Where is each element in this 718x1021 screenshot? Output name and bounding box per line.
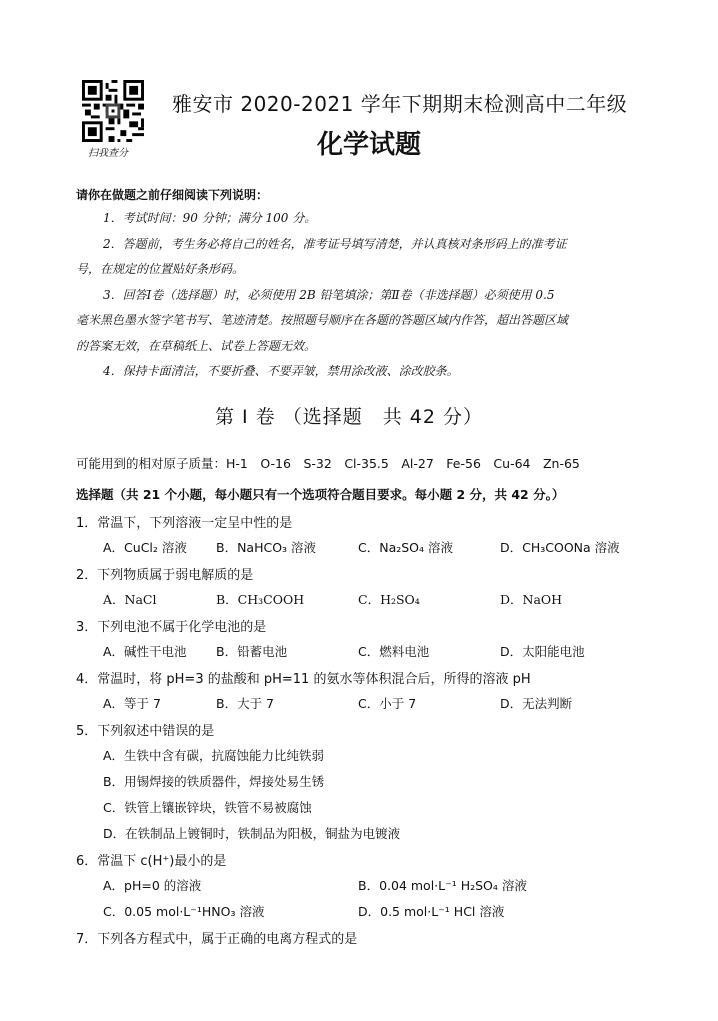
section-title: 第 Ⅰ 卷 （选择题 共 42 分） — [215, 406, 483, 428]
question-1-stem: 1．常温下，下列溶液一定呈中性的是 — [76, 516, 293, 531]
instruction-2-cont: 号，在规定的位置贴好条形码。 — [76, 262, 245, 276]
q1-option-d: D．CH₃COONa 溶液 — [500, 540, 620, 555]
question-4-stem: 4．常温时，将 pH=3 的盐酸和 pH=11 的氨水等体积混合后，所得的溶液 pH — [76, 672, 531, 687]
atomic-masses: 可能用到的相对原子质量：H-1 O-16 S-32 Cl-35.5 Al-27 Fe-56 Cu-64 Zn-65 — [76, 456, 580, 471]
qr-caption: 扫我查分 — [88, 148, 128, 159]
instruction-4: 4．保持卡面清洁，不要折叠、不要弄皱，禁用涂改液、涂改胶条。 — [103, 364, 459, 378]
q4-option-a: A．等于 7 — [103, 696, 161, 711]
q1-option-b: B．NaHCO₃ 溶液 — [216, 540, 317, 555]
q3-option-d: D．太阳能电池 — [500, 644, 585, 659]
q3-option-c: C．燃料电池 — [358, 644, 430, 659]
question-2-stem: 2．下列物质属于弱电解质的是 — [76, 568, 254, 583]
q5-option-c: C．铁管上镶嵌锌块，铁管不易被腐蚀 — [103, 800, 312, 815]
instruction-1: 1．考试时间：90 分钟；满分 100 分。 — [103, 211, 317, 225]
q6-option-b: B．0.04 mol·L⁻¹ H₂SO₄ 溶液 — [358, 878, 527, 893]
instruction-3: 3．回答Ⅰ卷（选择题）时，必须使用 2B 铅笔填涂；第Ⅱ卷（非选择题）必须使用 0.5 — [103, 288, 555, 302]
q6-option-c: C．0.05 mol·L⁻¹HNO₃ 溶液 — [103, 904, 265, 919]
q2-option-c: C．H₂SO₄ — [358, 592, 420, 607]
q4-option-b: B．大于 7 — [216, 696, 275, 711]
q3-option-a: A．碱性干电池 — [103, 644, 187, 659]
qr-code — [82, 80, 144, 142]
q1-option-a: A．CuCl₂ 溶液 — [103, 540, 187, 555]
q2-option-b: B．CH₃COOH — [216, 592, 305, 607]
q3-option-b: B．铅蓄电池 — [216, 644, 288, 659]
q2-option-a: A．NaCl — [103, 592, 157, 607]
question-5-stem: 5．下列叙述中错误的是 — [76, 724, 215, 739]
subject-title: 化学试题 — [317, 130, 422, 160]
question-7-stem: 7．下列各方程式中，属于正确的电离方程式的是 — [76, 932, 358, 947]
instruction-3-cont2: 的答案无效，在草稿纸上、试卷上答题无效。 — [76, 339, 317, 353]
question-6-stem: 6．常温下 c(H⁺)最小的是 — [76, 854, 227, 869]
q5-option-b: B．用锡焊接的铁质器件，焊接处易生锈 — [103, 774, 325, 789]
exam-title: 雅安市 2020-2021 学年下期期末检测高中二年级 — [172, 92, 628, 116]
instructions-heading: 请你在做题之前仔细阅读下列说明： — [76, 188, 269, 202]
q6-option-a: A．pH=0 的溶液 — [103, 878, 202, 893]
q4-option-c: C．小于 7 — [358, 696, 417, 711]
q6-option-d: D．0.5 mol·L⁻¹ HCl 溶液 — [358, 904, 505, 919]
q5-option-d: D．在铁制品上镀铜时，铁制品为阳极，铜盐为电镀液 — [103, 826, 401, 841]
q4-option-d: D．无法判断 — [500, 696, 573, 711]
question-3-stem: 3．下列电池不属于化学电池的是 — [76, 620, 267, 635]
q1-option-c: C．Na₂SO₄ 溶液 — [358, 540, 454, 555]
instruction-3-cont1: 毫米黑色墨水签字笔书写、笔迹清楚。按照题号顺序在各题的答题区域内作答，超出答题区域 — [76, 313, 569, 327]
instruction-2: 2．答题前，考生务必将自己的姓名，准考证号填写清楚，并认真核对条形码上的准考证 — [103, 237, 567, 251]
choice-intro: 选择题（共 21 个小题，每小题只有一个选项符合题目要求。每小题 2 分，共 42 分。） — [76, 487, 565, 502]
q2-option-d: D．NaOH — [500, 592, 563, 607]
q5-option-a: A．生铁中含有碳，抗腐蚀能力比纯铁弱 — [103, 748, 325, 763]
